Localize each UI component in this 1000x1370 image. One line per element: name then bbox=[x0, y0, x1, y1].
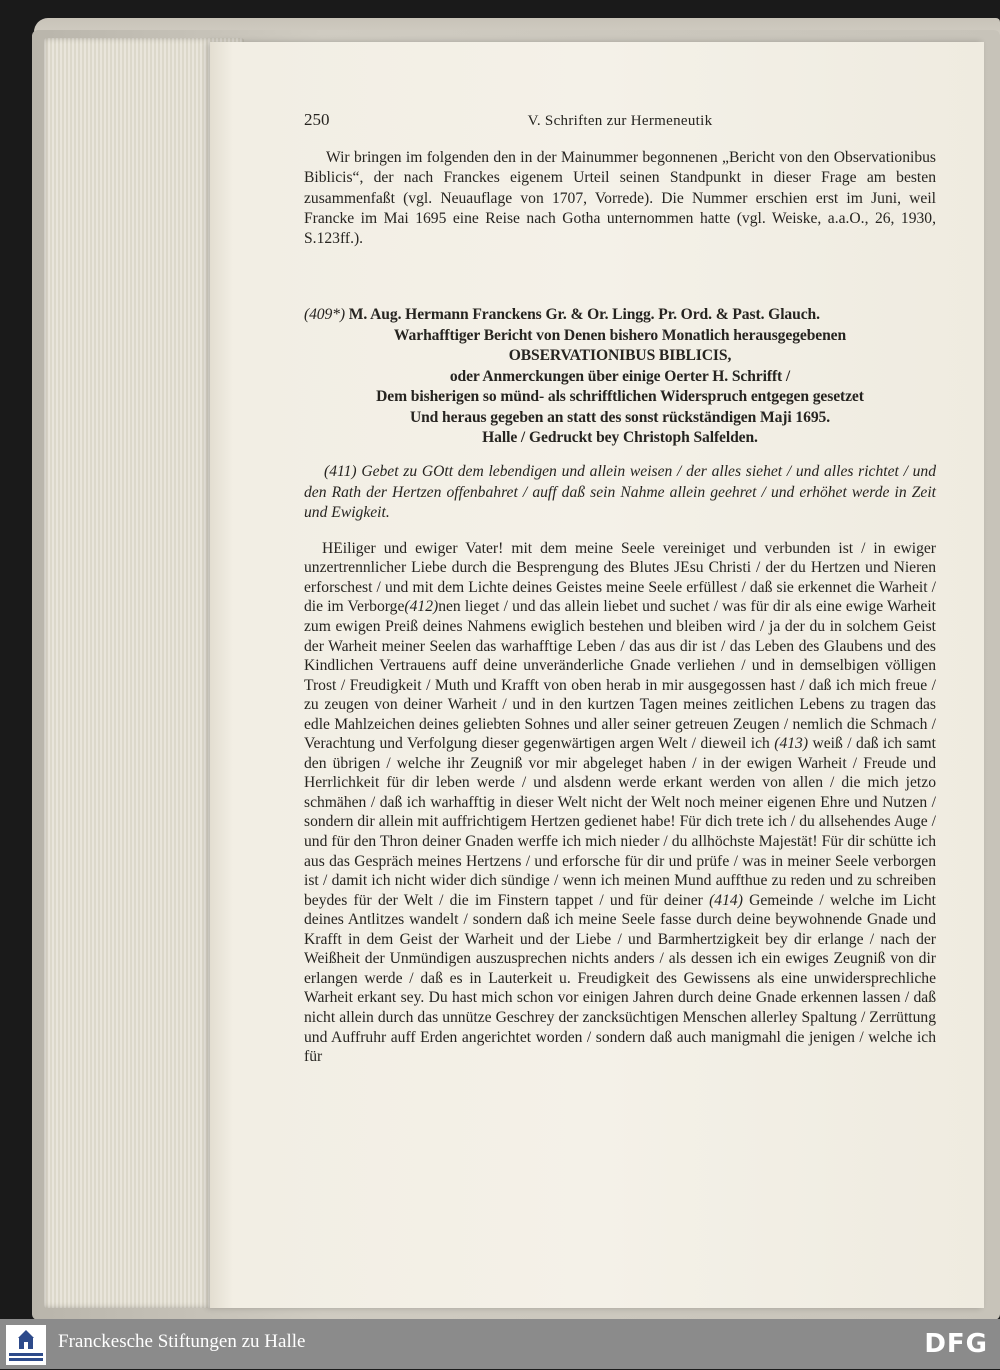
document-title-block bbox=[304, 305, 936, 448]
franckesche-stiftungen-logo[interactable] bbox=[6, 1325, 46, 1365]
body-text bbox=[304, 539, 936, 1067]
title-line-4: oder Anmerckungen über einige Oerter H. Schrifft / bbox=[449, 367, 791, 385]
title-line-2: Warhafftiger Bericht von Denen bishero Monatlich herausgegebenen bbox=[393, 326, 847, 344]
prayer-heading: (411) Gebet zu GOtt dem lebendigen und allein weisen / der alles siehet / und alles richtet / und den Rath der Hertzen offenbahret / auff daß sein Nahme allein geehret / und erhöhet werde in Zeit und Ewigkeit. bbox=[304, 463, 936, 522]
page-number: 250 bbox=[304, 110, 330, 129]
page-marker: (413) bbox=[774, 735, 809, 753]
page-content bbox=[304, 110, 936, 1067]
running-title: V. Schriften zur Hermeneutik bbox=[527, 113, 713, 129]
title-line-3: OBSERVATIONIBUS BIBLICIS, bbox=[508, 347, 732, 365]
editorial-intro bbox=[304, 148, 936, 249]
institution-name[interactable]: Franckesche Stiftungen zu Halle bbox=[58, 1331, 306, 1352]
page-marker: (412) bbox=[404, 598, 439, 616]
body-segment: HEiliger und ewiger Vater! mit dem meine Seele vereiniget und verbunden ist / in ewiger unzertrennlicher Liebe durch die Besprengung des Blutes JEsu Christi / der du Hertzen und Nieren erforschest / und mit dem Lichte deines Geistes meine Seele erfüllest / daß sie erkennet die Warheit / die im Verborge bbox=[304, 539, 936, 616]
body-segment: Gemeinde / welche im Licht deines Antlitzes wandelt / sondern daß ich meine Seele fasse durch deine beywohnende Gnade und Krafft in dem Geist der Warheit und der Liebe / und Barmhertzigkeit bey dir erlange / nach der Weißheit der Unmündigen auszusprechen nichts anders / als dessen ich ein ewiges Zeugniß von dir erlangen werde / daß es in Lauterkeit u. Freudigkeit des Gewissens als eine unwidersprechliche Warheit erkant sey. Du hast mich schon vor einigen Jahren durch deine Gnade erkennen lassen / daß nicht allein durch das unnütze Geschrey der zancksüchtigen Menschen allerley Spaltung / Zerrüttung und Auffruhr auff Erden angerichtet worden / sondern daß auch manigmahl die jenigen / welche ich für bbox=[304, 891, 936, 1066]
body-segment: nen lieget / und das allein liebet und suchet / was für dir als eine ewige Warheit zum ewigen Preiß deines Nahmens ewiglich bestehen und bleiben wird / ja der du in solchem Geist der Warheit meiner Seelen das warhafftige Leben / das aus dir ist / das Leben des Glaubens und des Kindlichen Vertrauens auff deine unveränderliche Gnade verliehen / und in demselbigen völligen Trost / Freudigkeit / Muth und Krafft von oben herab in mir ausgegossen hast / daß ich mich freue / zu zeugen von deiner Warheit / und in den kurtzen Tagen meines zeitlichen Lebens zu tragen das edle Mahlzeichen deines geliebten Sohnes und aller seiner getreuen Zeugen / nemlich die Schmach / Verachtung und Verfolgung dieser gegenwärtigen argen Welt / dieweil ich bbox=[304, 598, 936, 753]
intro-paragraph: Wir bringen im folgenden den in der Mainummer begonnenen „Bericht von den Observationibus Biblicis“, der nach Franckes eigenem Urteil seinen Standpunkt in dieser Frage am besten zusammenfaßt (vgl. Neuauflage von 1707, Vorrede). Die Nummer erschien erst im Juni, weil Francke im Mai 1695 eine Reise nach Gotha unternommen hatte (vgl. Weiske, a.a.O., 26, 1930, S.123ff.). bbox=[304, 149, 936, 248]
body-segment: weiß / daß ich samt den übrigen / welche ihr Zeugniß vor mir abgeleget haben / in der ewigen Warheit / Freude und Herrlichkeit für dir leben werde / und alsdenn werde erkant werden von allen / die mich jetzo schmähen / daß ich warhafftig in dieser Welt nicht der Welt noch meiner eigenen Ehre und Nutzen / sondern dir allein mit auffrichtigem Hertzen gedienet habe! Für dich trete ich / du allsehendes Auge / und für den Thron deiner Gnaden werffe ich mich nieder / du allhöchste Majestät! Für dir schütte ich aus das Gespräch meines Hertzens / und erforsche für dir und prüfe / was in meiner Seele verborgen ist / damit ich nicht wider dich sündige / wenn ich meinen Mund auffthue zu reden und zu schreiben beydes für der Welt / die im Finstern tappet / und für deiner bbox=[304, 735, 936, 909]
marginal-number: (409*) bbox=[304, 306, 345, 324]
footer-bar bbox=[0, 1319, 1000, 1369]
page-marker: (414) bbox=[709, 891, 743, 909]
dfg-logo[interactable]: DFG bbox=[924, 1329, 988, 1359]
title-line-5: Dem bisherigen so münd- als schrifftlichen Widerspruch entgegen gesetzet bbox=[376, 388, 864, 406]
title-line-6: Und heraus gegeben an statt des sonst rückständigen Maji 1695. bbox=[409, 408, 831, 426]
imprint-line: Halle / Gedruckt bey Christoph Salfelden. bbox=[482, 428, 758, 446]
running-head bbox=[304, 110, 936, 134]
title-line-1: (409*) M. Aug. Hermann Franckens Gr. & Or. Lingg. Pr. Ord. & Past. Glauch. bbox=[304, 306, 820, 324]
